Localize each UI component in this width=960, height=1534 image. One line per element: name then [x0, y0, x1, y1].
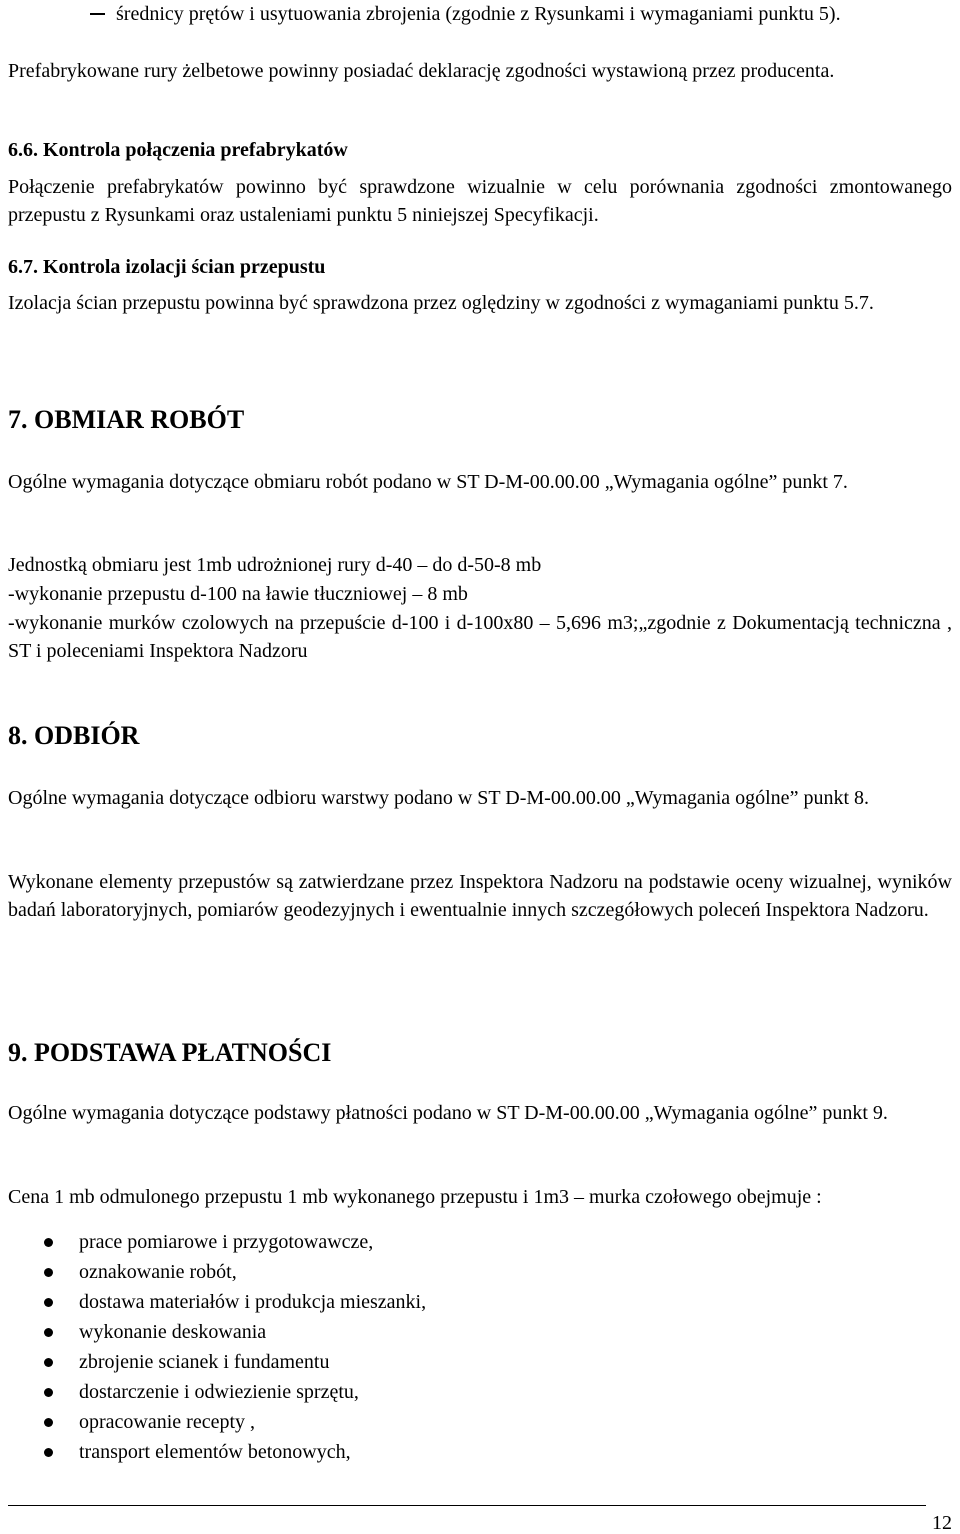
- list-item-text: prace pomiarowe i przygotowawcze,: [79, 1231, 374, 1253]
- footer-rule: [8, 1505, 926, 1506]
- list-item: [8, 1377, 952, 1407]
- section-9-para1: Ogólne wymagania dotyczące podstawy płatności podano w ST D-M-00.00.00 „Wymagania ogólne” punkt 9.: [8, 1102, 888, 1124]
- section-6-7-body: Izolacja ścian przepustu powinna być sprawdzona przez oględziny w zgodności z wymaganiami punktu 5.7.: [8, 292, 874, 314]
- section-6-7-heading: 6.7. Kontrola izolacji ścian przepustu: [8, 256, 326, 278]
- dash-marker: [90, 13, 105, 15]
- section-6-6-body: Połączenie prefabrykatów powinno być sprawdzone wizualnie w celu porównania zgodności zmontowanego przepustu z Rysunkami oraz ustaleniami punktu 5 niniejszej Specyfikacji.: [8, 176, 952, 226]
- section-9-heading: 9. PODSTAWA PŁATNOŚCI: [8, 1038, 332, 1067]
- list-item: [8, 1347, 952, 1377]
- list-item-text: dostarczenie i odwiezienie sprzętu,: [79, 1381, 359, 1403]
- section-7-line3: -wykonanie murków czolowych na przepuście d-100 i d-100x80 – 5,696 m3;„zgodnie z Dokumentacją techniczna , ST i poleceniami Inspektora Nadzoru: [8, 612, 952, 662]
- list-item: [8, 1317, 952, 1347]
- section-7-line1: Jednostką obmiaru jest 1mb udrożnionej rury d-40 – do d-50-8 mb: [8, 554, 542, 576]
- section-7-heading: 7. OBMIAR ROBÓT: [8, 405, 245, 434]
- cost-items-list: [8, 1227, 952, 1467]
- section-8-para2: Wykonane elementy przepustów są zatwierdzane przez Inspektora Nadzoru na podstawie oceny wizualnej, wyników badań laboratoryjnych, pomiarów geodezyjnych i ewentualnie innych szczegółowych poleceń Inspektora Nadzoru.: [8, 871, 952, 921]
- bullet-dot: [44, 1358, 53, 1367]
- section-9-para2: Cena 1 mb odmulonego przepustu 1 mb wykonanego przepustu i 1m3 – murka czołowego obejmuje :: [8, 1186, 822, 1208]
- bullet-dot: [44, 1388, 53, 1397]
- dash-item-text: średnicy prętów i usytuowania zbrojenia (zgodnie z Rysunkami i wymaganiami punktu 5).: [116, 3, 841, 25]
- section-7-line2: -wykonanie przepustu d-100 na ławie tłuczniowej – 8 mb: [8, 583, 468, 605]
- list-item: [8, 1227, 952, 1257]
- list-item-text: oznakowanie robót,: [79, 1261, 237, 1283]
- list-item-text: dostawa materiałów i produkcja mieszanki,: [79, 1291, 427, 1313]
- section-7-para1: Ogólne wymagania dotyczące obmiaru robót podano w ST D-M-00.00.00 „Wymagania ogólne” punkt 7.: [8, 471, 848, 493]
- list-item: [8, 1407, 952, 1437]
- list-item: [8, 1437, 952, 1467]
- list-item: [8, 1287, 952, 1317]
- bullet-dot: [44, 1238, 53, 1247]
- section-8-heading: 8. ODBIÓR: [8, 721, 140, 750]
- page-number: 12: [932, 1512, 952, 1534]
- bullet-dot: [44, 1418, 53, 1427]
- section-8-para1: Ogólne wymagania dotyczące odbioru warstwy podano w ST D-M-00.00.00 „Wymagania ogólne” punkt 8.: [8, 787, 869, 809]
- intro-paragraph: Prefabrykowane rury żelbetowe powinny posiadać deklarację zgodności wystawioną przez producenta.: [8, 60, 835, 82]
- section-6-6-heading: 6.6. Kontrola połączenia prefabrykatów: [8, 139, 348, 161]
- bullet-dot: [44, 1448, 53, 1457]
- bullet-dot: [44, 1298, 53, 1307]
- list-item: [8, 1257, 952, 1287]
- list-item-text: zbrojenie scianek i fundamentu: [79, 1351, 330, 1373]
- bullet-dot: [44, 1328, 53, 1337]
- list-item-text: transport elementów betonowych,: [79, 1441, 351, 1463]
- list-item-text: opracowanie recepty ,: [79, 1411, 256, 1433]
- bullet-dot: [44, 1268, 53, 1277]
- list-item-text: wykonanie deskowania: [79, 1321, 267, 1343]
